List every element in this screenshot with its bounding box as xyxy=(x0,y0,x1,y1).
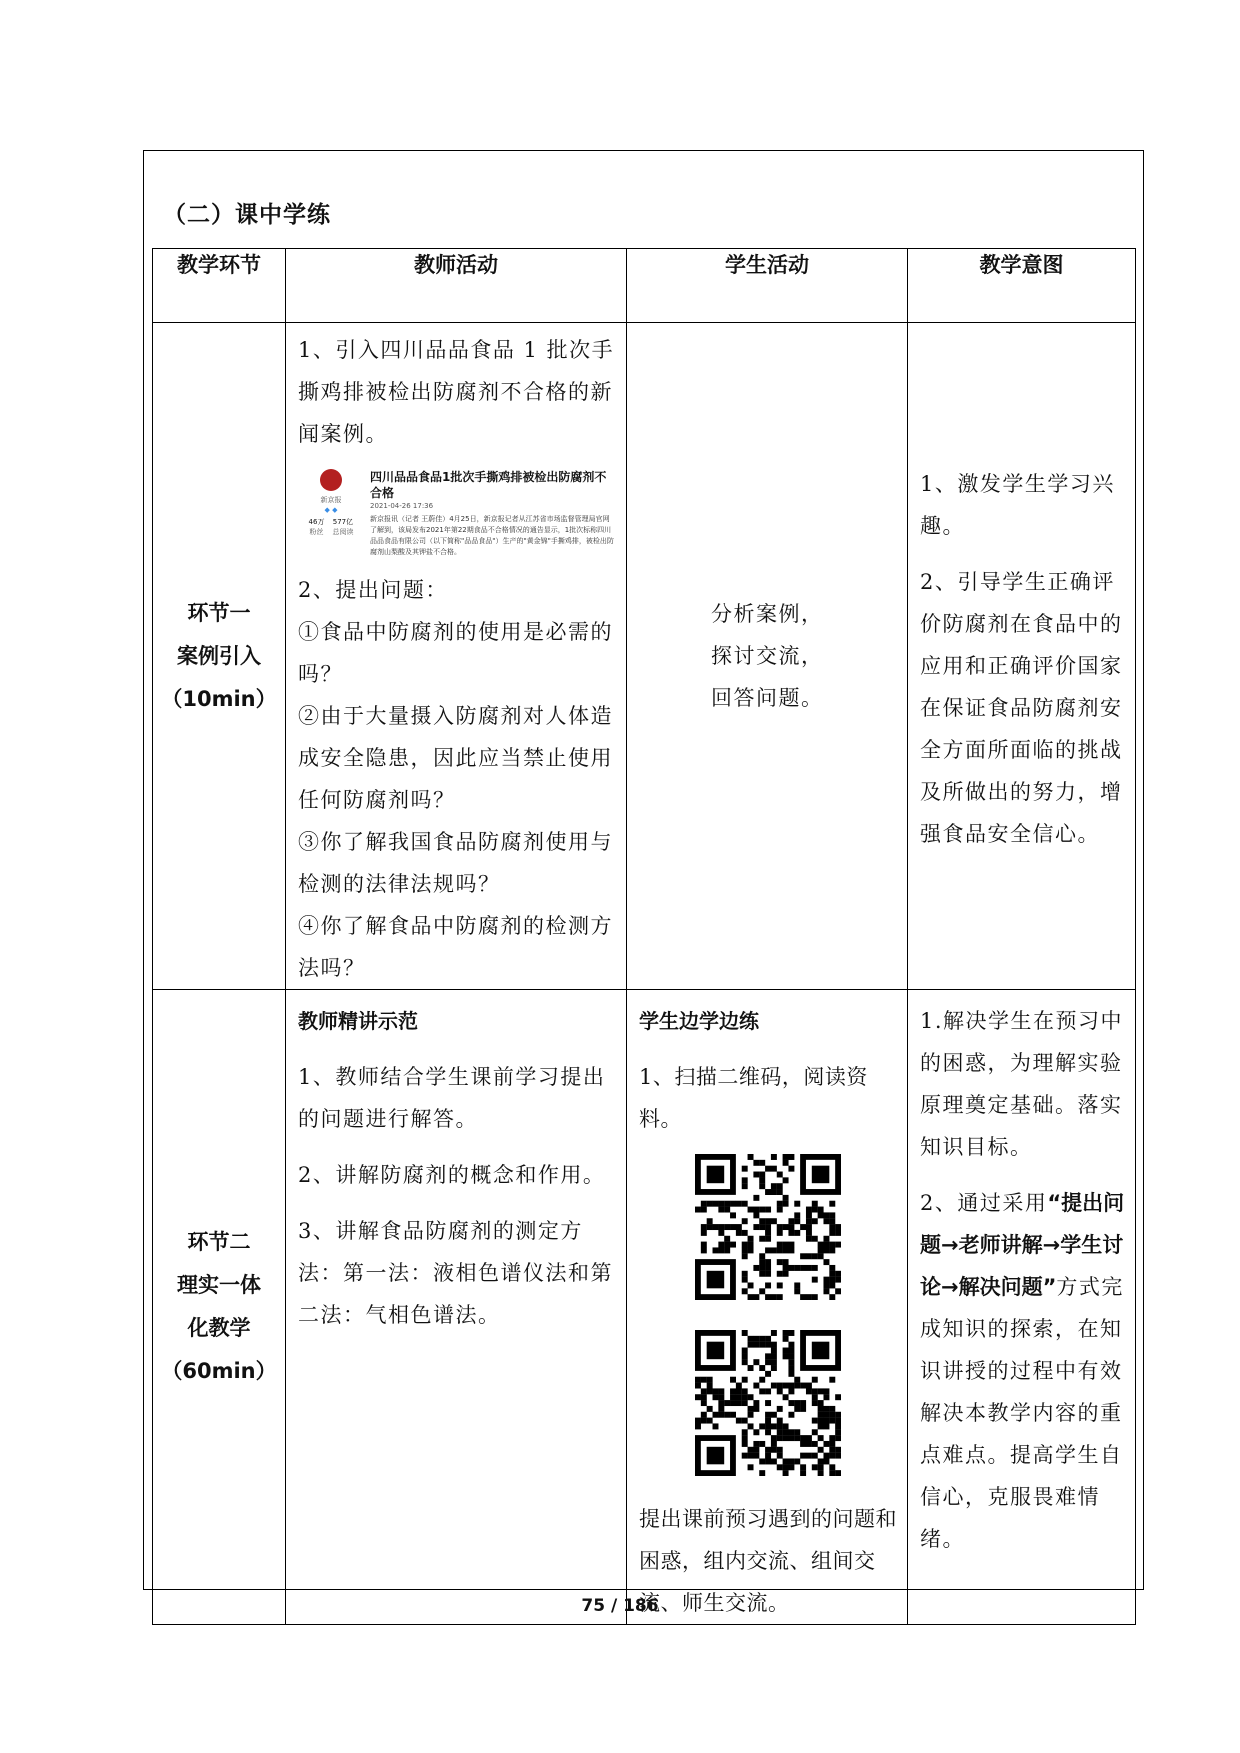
intent-1: 1.解决学生在预习中的困惑，为理解实验原理奠定基础。落实知识目标。 xyxy=(920,1009,1124,1159)
header-student: 学生活动 xyxy=(627,249,908,323)
news-date: 2021-04-26 17:36 xyxy=(370,502,434,510)
table-row xyxy=(153,990,1136,1625)
intent-2: 2、通过采用“提出问题→老师讲解→学生讨论→解决问题”方式完成知识的探索，在知识讲授的过程中有效解决本教学内容的重点难点。提高学生自信心，克服畏难情绪。 xyxy=(920,1191,1125,1551)
intro-text: 1、引入四川品品食品 1 批次手撕鸡排被检出防腐剂不合格的新闻案例。 xyxy=(298,338,615,446)
stage-label: 环节二 理实一体 化教学 （60min） xyxy=(153,990,286,1625)
lesson-table xyxy=(152,248,1136,1625)
qr-code-1[interactable] xyxy=(639,1154,897,1300)
header-stage: 教学环节 xyxy=(153,249,286,323)
question-1: ①食品中防腐剂的使用是必需的吗？ xyxy=(298,620,613,686)
header-teacher: 教师活动 xyxy=(286,249,627,323)
question-3: ③你了解我国食品防腐剂使用与检测的法律法规吗？ xyxy=(298,830,613,896)
teacher-heading: 教师精讲示范 xyxy=(298,1009,418,1033)
section-title: （二）课中学练 xyxy=(163,202,331,228)
news-title: 四川品品食品1批次手撕鸡排被检出防腐剂不合格 xyxy=(370,470,607,500)
student-heading: 学生边学边练 xyxy=(639,1009,759,1033)
teacher-activity xyxy=(286,323,627,990)
qr-code-2[interactable] xyxy=(639,1330,897,1476)
student-point-1: 1、扫描二维码，阅读资料。 xyxy=(639,1065,868,1131)
table-header-row xyxy=(153,249,1136,323)
question-4: ④你了解食品中防腐剂的检测方法吗？ xyxy=(298,914,613,980)
stage-label: 环节一 案例引入 （10min） xyxy=(153,323,286,990)
header-intent: 教学意图 xyxy=(908,249,1136,323)
qr-code-icon xyxy=(695,1330,841,1476)
teacher-activity xyxy=(286,990,627,1625)
qr-code-icon xyxy=(695,1154,841,1300)
table-row xyxy=(153,323,1136,990)
news-source: 新京报 xyxy=(320,496,342,504)
teaching-intent xyxy=(908,990,1136,1625)
page-number: 75 / 186 xyxy=(581,1596,659,1616)
teacher-point-2: 2、讲解防腐剂的概念和作用。 xyxy=(298,1163,606,1187)
teacher-point-3: 3、讲解食品防腐剂的测定方法：第一法：液相色谱仪法和第二法：气相色谱法。 xyxy=(298,1219,613,1327)
question-title: 2、提出问题： xyxy=(298,578,448,602)
teacher-point-1: 1、教师结合学生课前学习提出的问题进行解答。 xyxy=(298,1065,606,1131)
student-activity: 分析案例， 探讨交流， 回答问题。 xyxy=(627,323,908,990)
intent-2: 2、引导学生正确评价防腐剂在食品中的应用和正确评价国家在保证食品防腐剂安全方面所面临的挑战及所做出的努力，增强食品安全信心。 xyxy=(920,570,1123,846)
student-activity xyxy=(627,990,908,1625)
intent-1: 1、激发学生学习兴趣。 xyxy=(920,472,1115,538)
student-point-2: 提出课前预习遇到的问题和困惑，组内交流、组间交流、师生交流。 xyxy=(639,1507,897,1615)
news-logo-icon xyxy=(320,469,342,491)
question-2: ②由于大量摄入防腐剂对人体造成安全隐患，因此应当禁止使用任何防腐剂吗？ xyxy=(298,704,613,812)
news-body: 新京报讯（记者 王蔚佳）4月25日，新京报记者从江苏省市场监督管理局官网了解到，该局发布2021年第22期食品不合格情况的通告显示，1批次标称四川品品食品有限公司（以下简称"品品食品"）生产的"黄金锦"手撕鸡排，被检出防腐剂山梨酸及其钾盐不合格。 xyxy=(370,515,614,556)
news-screenshot: 新京报 ◆ ◆ 46万 粉丝 577亿 总阅读 四川品品食品1批次手撕鸡排被检出防腐剂不合格 2021-04-26 17:36 新京报讯（记者 王蔚佳）4月25日，新京报记者从江苏省市场监督管理局官网了解到，该局发布2021年第22期食品不合格情况的通告显示，1批次标称四川品品食品有限公司（以下简称"品品食品"）生产的"黄金锦"手撕鸡排，被检出防腐剂山梨酸及其钾盐不合格。 xyxy=(302,467,616,559)
teaching-intent xyxy=(908,323,1136,990)
